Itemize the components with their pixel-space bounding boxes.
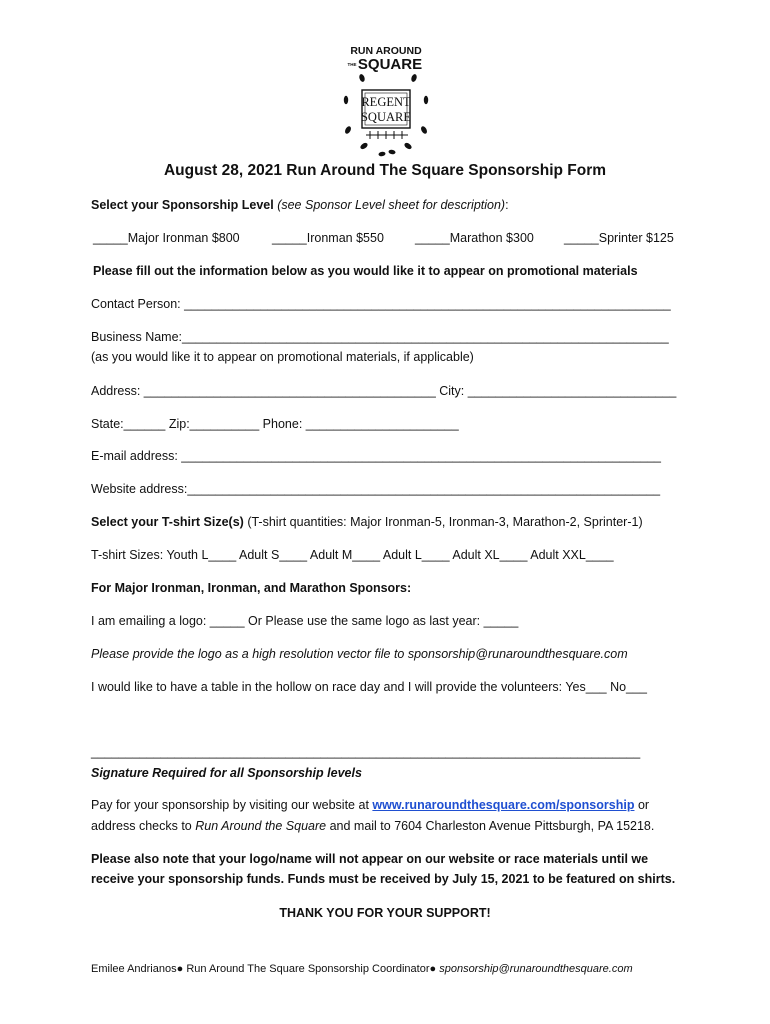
coordinator-email[interactable]: sponsorship@runaroundthesquare.com [436,963,633,975]
payment-or: or [634,798,650,812]
sponsorship-link[interactable]: www.runaroundthesquare.com/sponsorship [372,798,635,812]
coordinator-name: Emilee Andrianos [91,963,177,975]
payment-address-pre: address checks to [91,819,196,833]
tshirt-sizes-field[interactable]: T-shirt Sizes: Youth L____ Adult S____ Adult M____ Adult L____ Adult XL____ Adult XXL____ [91,548,614,562]
form-title: August 28, 2021 Run Around The Square Sponsorship Form [163,162,607,179]
signature-line[interactable]: _______________________________________________________________________________ [91,745,641,759]
logo-square-bottom: SQUARE [360,110,412,124]
payment-address: and mail to 7604 Charleston Avenue Pittsburgh, PA 15218. [326,819,655,833]
sponsorship-level-label: Select your Sponsorship Level [91,198,274,212]
sponsorship-level-hint: (see Sponsor Level sheet for description) [277,198,506,212]
vector-file-note: Please provide the logo as a high resolution vector file to sponsorship@runaroundthesquare.com [91,647,628,661]
logo-regent: REGENT [361,95,411,109]
level-marathon[interactable]: _____Marathon $300 [415,231,534,245]
bullet-2: ● [429,963,437,975]
event-logo [330,42,442,162]
payment-payee: Run Around the Square [195,819,327,833]
footer [91,963,633,975]
level-sprinter[interactable]: _____Sprinter $125 [564,231,674,245]
level-major-ironman[interactable]: _____Major Ironman $800 [93,231,240,245]
level-ironman[interactable]: _____Ironman $550 [272,231,384,245]
email-field[interactable]: E-mail address: _____________________________________________________________________ [91,449,661,463]
contact-person-field[interactable]: Contact Person: ______________________________________________________________________ [91,297,671,311]
state-zip-phone-field[interactable]: State:______ Zip:__________ Phone: ______________________ [91,417,459,431]
sponsorship-level-colon: : [505,198,509,212]
logo-run-around: RUN AROUND [350,45,422,57]
sponsors-heading: For Major Ironman, Ironman, and Marathon Sponsors: [91,581,412,595]
business-name-field[interactable]: Business Name:______________________________________________________________________ [91,330,669,344]
signature-label: Signature Required for all Sponsorship levels [91,766,362,780]
coordinator-role: Run Around The Square Sponsorship Coordinator [183,963,430,975]
logo-option-field[interactable]: I am emailing a logo: _____ Or Please use the same logo as last year: _____ [91,614,519,628]
tshirt-heading [91,515,643,529]
address-city-field[interactable]: Address: __________________________________________ City: ______________________________ [91,384,677,398]
payment-line-1 [91,798,649,812]
table-option-field[interactable]: I would like to have a table in the hollow on race day and I will provide the volunteers: Yes___ No___ [91,680,647,694]
logo-the: THE [347,62,357,67]
website-field[interactable]: Website address:____________________________________________________________________ [91,482,661,496]
business-name-note: (as you would like it to appear on promotional materials, if applicable) [91,350,474,364]
thank-you: THANK YOU FOR YOUR SUPPORT! [279,906,491,920]
funds-note-line-2: receive your sponsorship funds. Funds must be received by July 15, 2021 to be featured on shirts. [91,872,676,886]
sponsorship-level-prompt [91,198,509,212]
payment-line-2 [91,819,654,833]
tshirt-heading-label: Select your T-shirt Size(s) [91,515,244,529]
funds-note-line-1: Please also note that your logo/name will not appear on our website or race materials until we [91,852,649,866]
bullet-1: ● [176,963,184,975]
payment-text: Pay for your sponsorship by visiting our website at [91,798,373,812]
tshirt-quantities: (T-shirt quantities: Major Ironman-5, Ironman-3, Marathon-2, Sprinter-1) [247,515,643,529]
instructions: Please fill out the information below as you would like it to appear on promotional materials [93,264,638,278]
logo-square-top: SQUARE [357,56,423,73]
